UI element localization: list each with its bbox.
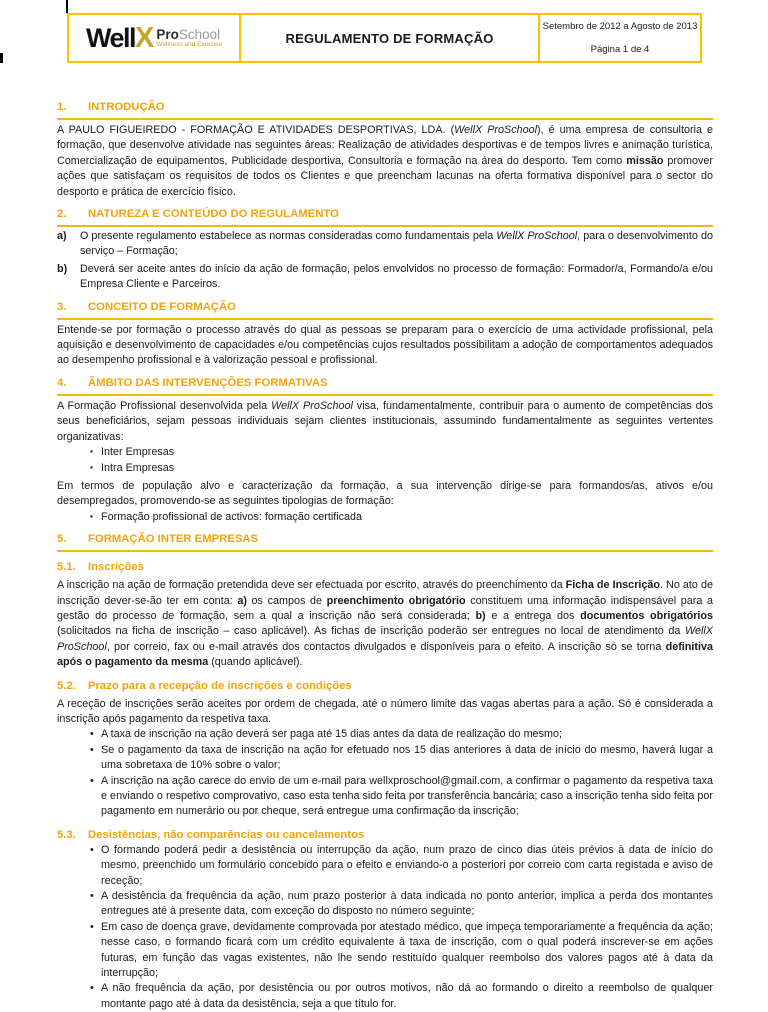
list-item-text: Em caso de doença grave, devidamente comprovada por atestado médico, que impeça temporariamente a frequência da ação; nesse caso, o formando ficará com um crédito equivalente à taxa de inscrição, com o qual poderá inscrever-se em ações futuras, em função das vagas existentes, não lhe sendo restituído qualquer reembolso dos valores pagos até à data da interrupção; <box>101 920 713 980</box>
section-number: 1. <box>57 101 67 113</box>
dot-bullet-icon <box>90 843 101 889</box>
section-title: Desistências, não comparências ou cancelamentos <box>88 828 365 841</box>
dot-bullet-icon <box>90 727 101 742</box>
section-1 <box>57 100 713 200</box>
list-item-label: a) <box>57 230 67 243</box>
list-item-text: A taxa de inscrição na ação deverá ser paga até 15 dias antes da data de realização do mesmo; <box>101 728 562 741</box>
document-header <box>67 13 702 63</box>
dot-bullet-icon <box>90 743 101 774</box>
paragraph: A inscrição na ação de formação pretendida deve ser efectuada por escrito, através do preenchimento da Ficha de Inscrição. No ato de inscrição dever-se-ão ter em conta: a) os campos de preenchimento obrigatório constituem uma informação indispensável para a gestão do processo de formação, sem a qual a inscrição não será considerada; b) e a entrega dos documentos obrigatórios (solicitados na ficha de inscrição – caso aplicável). As fichas de inscrição poderão ser entregues no local de atendimento da WellX ProSchool, por correio, fax ou e-mail através dos contactos divulgados e disponíveis para o efeito. A inscrição só se torna definitiva após o pagamento da mesma (quando aplicável). <box>57 579 714 669</box>
page-number: Página 1 de 4 <box>590 44 650 55</box>
logo-x-mark: X <box>135 21 155 54</box>
section-number: 5.2. <box>57 679 76 692</box>
list-item-text: A inscrição na ação carece do envio de um e-mail para wellxproschool@gmail.com, a confirmar o pagamento da respetiva taxa e enviando o respetivo comprovativo, caso esta tenha sido feita por transferência bancária; caso a inscrição tenha sido feita por pagamento em numerário ou por cheque, será entregue uma confirmação da inscrição; <box>101 774 713 818</box>
dot-bullet-icon <box>90 889 101 920</box>
section-5 <box>57 532 713 552</box>
list-item-text: Formação profissional de activos: formação certificada <box>101 510 363 523</box>
list-item-text: Se o pagamento da taxa de inscrição na ação for efetuado nos 15 dias anteriores à data de início do mesmo, haverá lugar a uma sobretaxa de 10% sobre o valor; <box>101 743 713 772</box>
list-item-text: A desistência da frequência da ação, num prazo posterior à data indicada no ponto anterior, implica a perda dos montantes entregues até à presente data, com exceção do disposto no número seguinte; <box>101 890 713 918</box>
paragraph: A Formação Profissional desenvolvida pela WellX ProSchool visa, fundamentalmente, contribuir para o aumento de competências dos seus beneficiários, sejam pessoas individuais sejam clientes institucionais, assumindo fundamentalmente as seguintes vertentes organizativas: <box>57 399 713 443</box>
section-5-3 <box>57 828 713 1012</box>
logo-tagline: Wellness and Exercise <box>156 41 222 48</box>
paragraph: A PAULO FIGUEIREDO - FORMAÇÃO E ATIVIDADES DESPORTIVAS, LDA. (WellX ProSchool), é uma empresa de consultoria e formação, que desenvolve atividade nas seguintes áreas: Realização de atividades desportivas e de tempos livres e animação turística, Comercialização de equipamentos, Publicidade desportiva, Consultoria e formação na área do desporto. Tem como missão promover ações que satisfaçam os requisitos de todos os Clientes e que preencham lacunas na oferta formativa disponível para o sector do desporto e prática de exercício físico. <box>57 124 713 198</box>
section-5-1 <box>57 560 713 670</box>
document-body <box>57 93 713 1012</box>
list-item <box>57 843 713 889</box>
section-title: Prazo para a recepção de inscrições e condições <box>88 679 352 692</box>
list-item-label: b) <box>57 262 68 275</box>
section-heading <box>57 532 713 552</box>
section-title: NATUREZA E CONTEÚDO DO REGULAMENTO <box>88 208 339 221</box>
section-3 <box>57 300 713 369</box>
dot-bullet-icon <box>90 981 101 1012</box>
paragraph: Entende-se por formação o processo através do qual as pessoas se preparam para o exercício de uma actividade profissional, pela aquisição e desenvolvimento de capacidades e/ou competências cujos resultados possibilitam a adoção de comportamentos adequados ao desempenho profissional e à valorização pessoal e profissional. <box>57 323 713 367</box>
section-heading <box>57 207 713 227</box>
date-range: Setembro de 2012 a Agosto de 2013 <box>542 21 698 32</box>
section-title: INTRODUÇÃO <box>88 101 165 113</box>
section-heading <box>57 300 713 320</box>
logo-lockup <box>86 21 222 54</box>
list-item-text: A não frequência da ação, por desistência ou por outros motivos, não dá ao formando o direito a reembolso de qualquer montante pago até à data da desistência, seja a que título for. <box>101 982 713 1010</box>
list-item <box>57 889 713 920</box>
section-title: CONCEITO DE FORMAÇÃO <box>88 300 236 313</box>
list-item <box>57 229 713 260</box>
list-item-text: Intra Empresas <box>101 461 175 474</box>
section-heading <box>57 679 713 694</box>
list-item-text: O presente regulamento estabelece as normas consideradas como fundamentais pela WellX ProSchool, para o desenvolvimento do serviço – Formação; <box>80 230 713 258</box>
list-item <box>57 461 713 476</box>
paragraph: Em termos de população alvo e caracterização da formação, a sua intervenção dirige-se para formandos/as, ativos e/ou desempregados, promovendo-se as seguintes tipologias de formação: <box>57 479 713 508</box>
list-item-text: Deverá ser aceite antes do início da ação de formação, pelos envolvidos no processo de formação: Formador/a, Formando/a e/ou Empresa Cliente e Parceiros. <box>80 262 713 291</box>
square-bullet-icon <box>90 445 101 460</box>
list-item <box>57 445 713 460</box>
section-heading <box>57 100 713 120</box>
section-heading <box>57 376 713 396</box>
list-item-text: O formando poderá pedir a desistência ou interrupção da ação, num prazo de cinco dias úteis prévios à data de início do mesmo, preenchido um formulário concebido para o efeito e enviando-o a posteriori por correio com carta registada e aviso de receção; <box>101 843 713 887</box>
section-number: 5. <box>57 533 67 546</box>
list-item <box>57 510 713 525</box>
section-number: 5.1. <box>57 561 76 574</box>
header-title-cell <box>241 15 540 61</box>
section-title: ÂMBITO DAS INTERVENÇÕES FORMATIVAS <box>88 376 328 389</box>
section-title: Inscrições <box>88 561 144 574</box>
section-2 <box>57 207 713 293</box>
document-title: REGULAMENTO DE FORMAÇÃO <box>285 30 494 46</box>
logo-school-text: School <box>178 26 221 42</box>
scan-artifact <box>66 0 68 13</box>
section-title: FORMAÇÃO INTER EMPRESAS <box>88 533 259 546</box>
paragraph: A receção de inscrições serão aceites por ordem de chegada, até o número limite das vagas abertas para a ação. Só é considerada a inscrição após pagamento da respetiva taxa. <box>57 697 713 725</box>
section-number: 5.3. <box>57 828 76 841</box>
logo-proschool-text <box>156 28 222 42</box>
section-heading <box>57 828 713 843</box>
section-number: 3. <box>57 300 67 313</box>
logo-pro-text: Pro <box>156 26 179 42</box>
scan-artifact <box>0 53 3 63</box>
list-item <box>57 727 713 742</box>
section-heading <box>57 560 713 575</box>
header-meta-cell <box>540 15 700 61</box>
wellx-proschool-logo <box>69 15 241 61</box>
list-item <box>57 920 713 982</box>
list-item <box>57 981 713 1012</box>
logo-wordmark <box>156 28 222 49</box>
section-4 <box>57 376 713 525</box>
logo-well-text: Well <box>86 22 136 53</box>
square-bullet-icon <box>90 461 101 476</box>
list-item <box>57 774 713 820</box>
section-number: 4. <box>57 376 67 389</box>
section-number: 2. <box>57 208 67 221</box>
dot-bullet-icon <box>90 774 101 820</box>
square-bullet-icon <box>90 510 101 525</box>
list-item <box>57 262 713 293</box>
list-item-text: Inter Empresas <box>101 446 175 459</box>
list-item <box>57 743 713 774</box>
dot-bullet-icon <box>90 920 101 982</box>
section-5-2 <box>57 679 713 820</box>
